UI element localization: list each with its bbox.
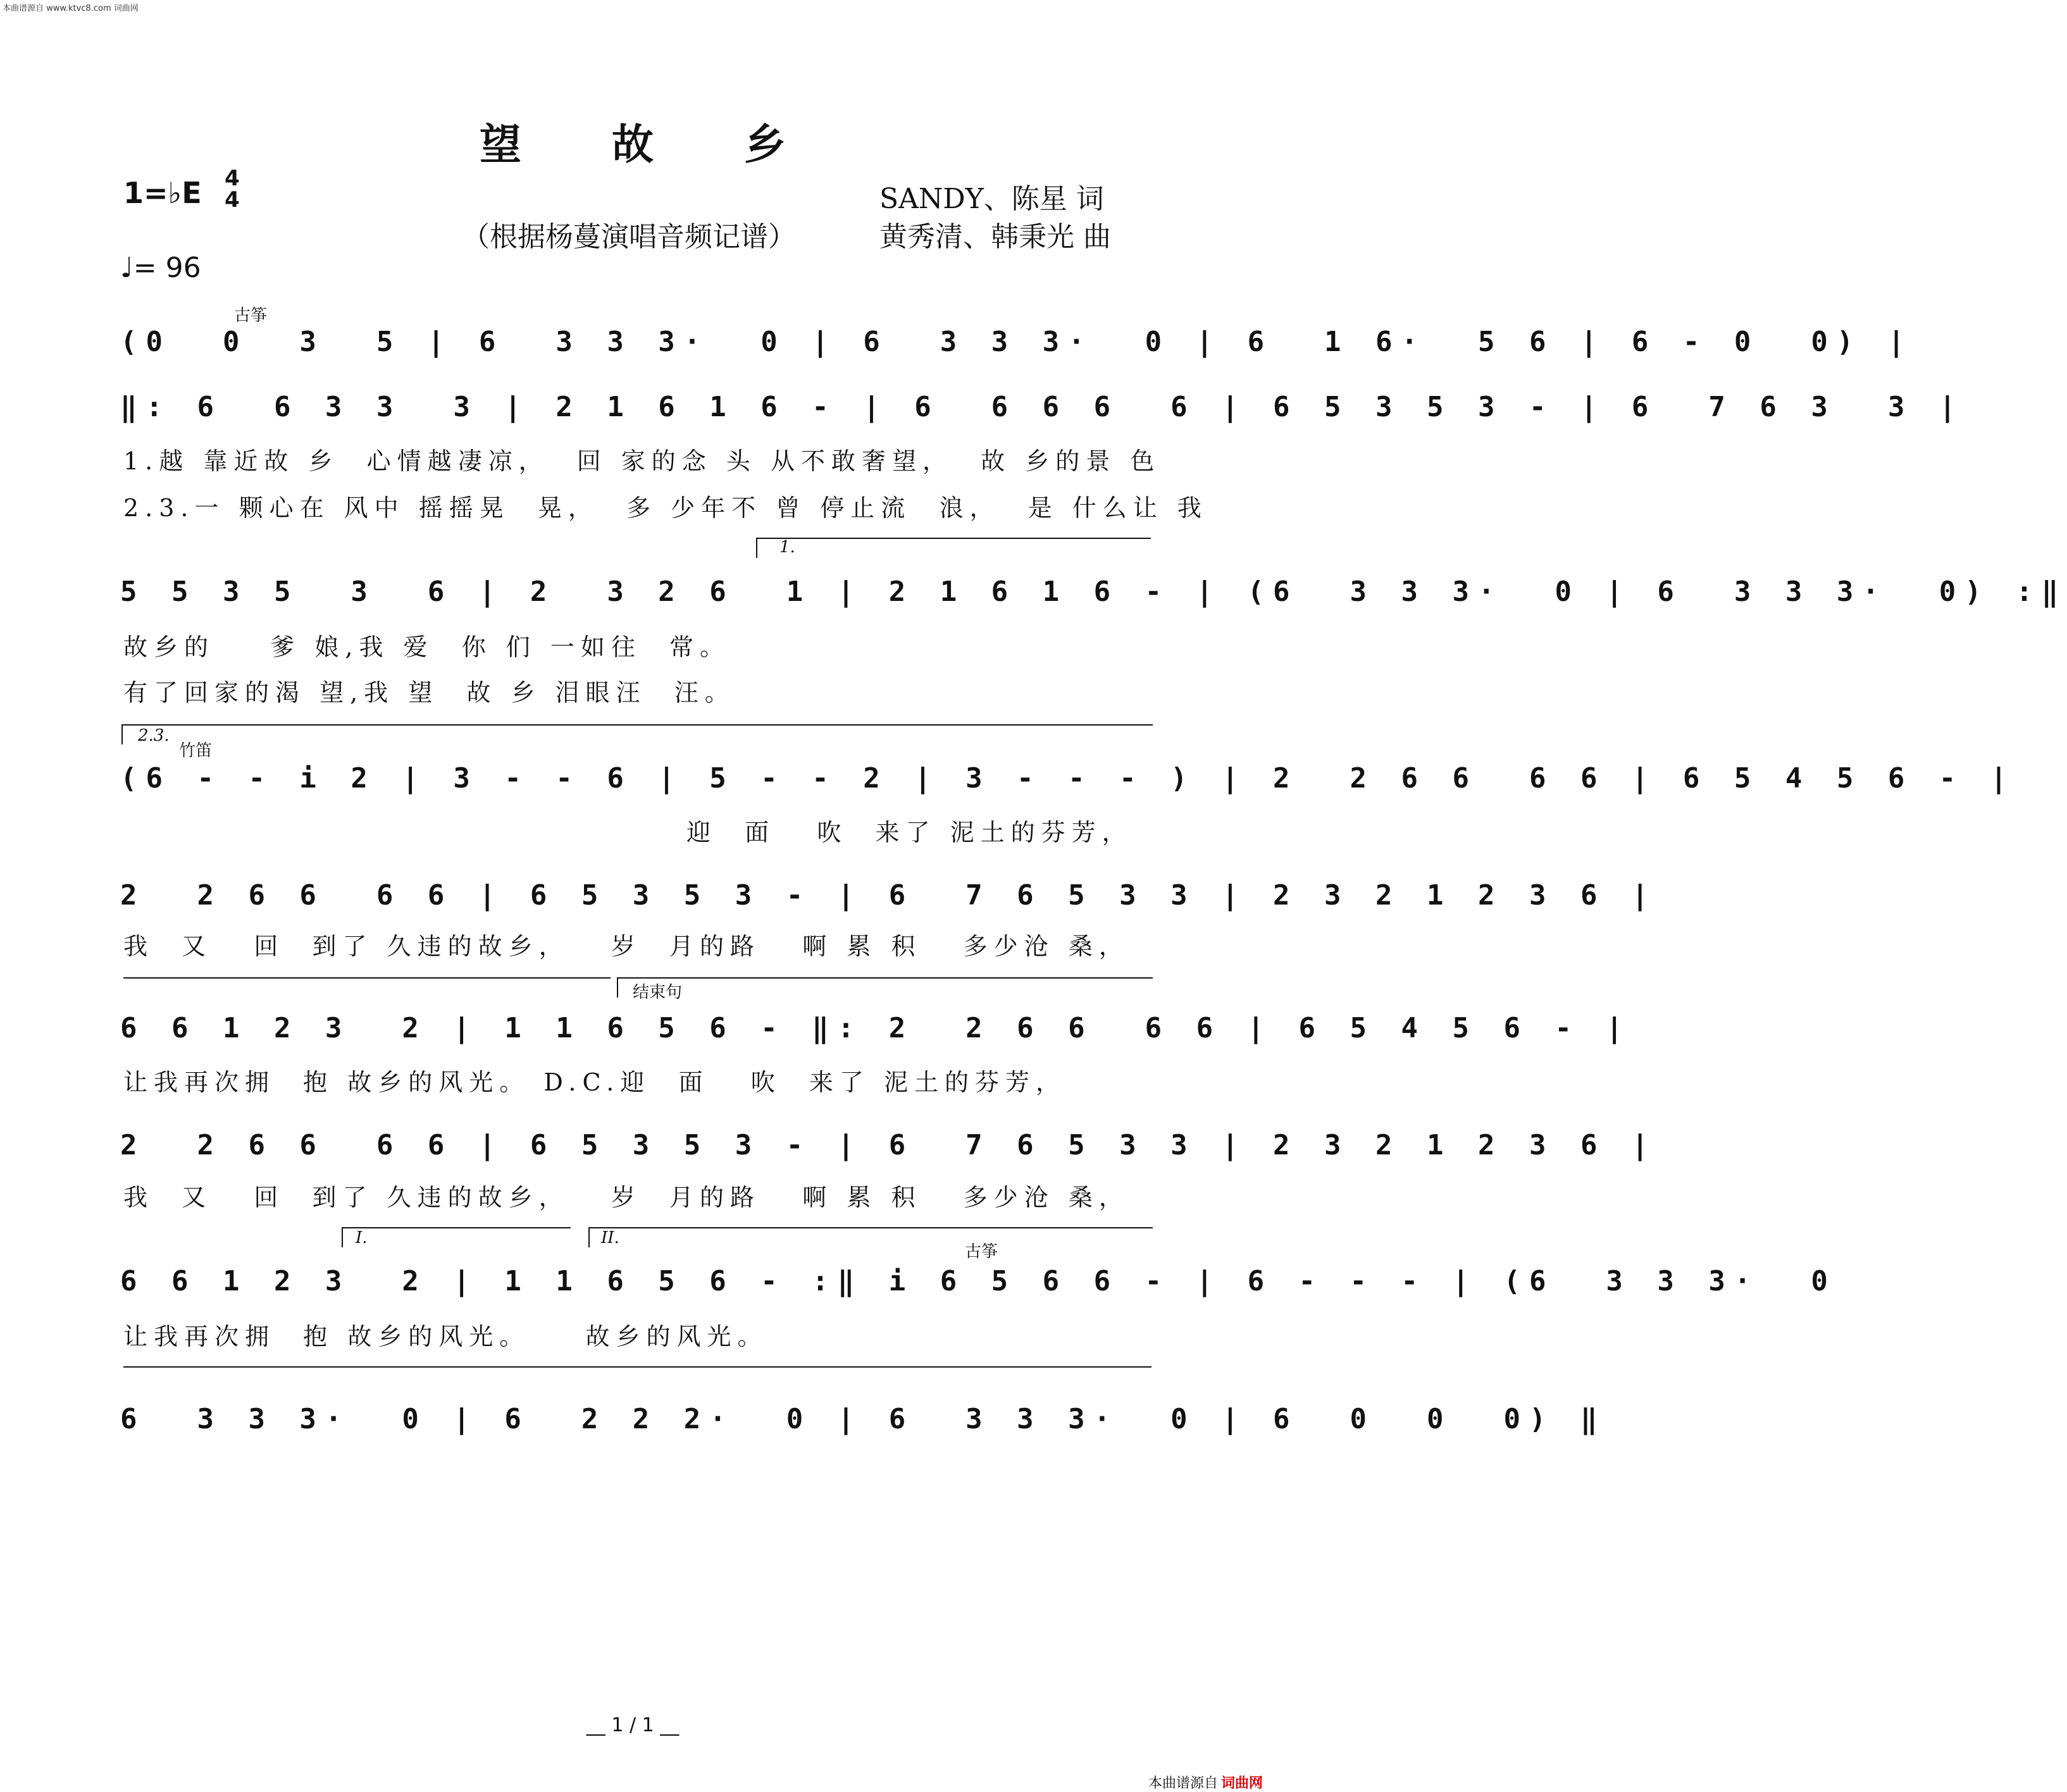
music-line-6: 6 6 1 2 3 2 | 1 1 6 5 6 - ‖: 2 2 6 6 6 6 | 6 5 4 5 6 - | xyxy=(120,1012,1632,1044)
volta-II-label: II. xyxy=(601,1228,619,1247)
music-line-1: (0 0 3 5 | 6 3 3 3· 0 | 6 3 3 3· 0 | 6 1 6· 5 6 | 6 - 0 0) | xyxy=(120,326,1914,358)
bottom-watermark-left: 本曲谱源自 xyxy=(1148,1776,1219,1791)
lyric-line-5: 迎 面 吹 来了 泥土的芬芳， xyxy=(686,819,1133,846)
music-line-9: 6 3 3 3· 0 | 6 2 2 2· 0 | 6 3 3 3· 0 | 6 0 0 0) ‖ xyxy=(120,1403,1606,1435)
music-line-2: ‖: 6 6 3 3 3 | 2 1 6 1 6 - | 6 6 6 6 6 | 6 5 3 5 3 - | 6 7 6 3 3 | xyxy=(120,391,1965,423)
guzheng-label: 古筝 xyxy=(234,306,268,325)
lyric-line-3: 故乡的 爹 娘,我 爱 你 们 一如往 常。 xyxy=(123,633,731,661)
music-line-3: 5 5 3 5 3 6 | 2 3 2 6 1 | 2 1 6 1 6 - | (6 3 3 3· 0 | 6 3 3 3· 0) :‖ xyxy=(120,576,2067,608)
source-note: （根据杨蔓演唱音频记谱） xyxy=(462,221,796,253)
bottom-watermark-right: 词曲网 xyxy=(1221,1776,1263,1791)
lyric-line-4: 有了回家的渴 望,我 望 故 乡 泪眼汪 汪。 xyxy=(123,679,735,707)
ending-label: 结束句 xyxy=(633,983,683,1002)
time-sig-bottom: 4 xyxy=(225,187,240,213)
volta-23-bracket xyxy=(121,724,1153,745)
page-number: __ 1 / 1 __ xyxy=(586,1714,680,1736)
music-line-7: 2 2 6 6 6 6 | 6 5 3 5 3 - | 6 7 6 5 3 3 | 2 3 2 1 2 3 6 | xyxy=(120,1129,1658,1161)
volta-1-bracket xyxy=(756,538,1151,558)
key-signature: 1=♭E xyxy=(123,176,202,210)
guzheng-label-2: 古筝 xyxy=(965,1242,998,1261)
system-6-rule xyxy=(123,977,611,979)
music-line-4: (6 - - i 2 | 3 - - 6 | 5 - - 2 | 3 - - - ) | 2 2 6 6 6 6 | 6 5 4 5 6 - | xyxy=(120,762,2016,794)
time-signature xyxy=(225,168,240,211)
top-watermark: 本曲谱源自 www.ktvc8.com 词曲网 xyxy=(3,4,139,13)
lyric-line-8: 我 又 回 到了 久违的故乡， 岁 月的路 啊 累 积 多少沧 桑， xyxy=(123,1183,1129,1211)
music-line-5: 2 2 6 6 6 6 | 6 5 3 5 3 - | 6 7 6 5 3 3 | 2 3 2 1 2 3 6 | xyxy=(120,879,1658,911)
volta-1-label: 1. xyxy=(779,538,795,557)
volta-23-label: 2.3. xyxy=(138,726,170,745)
tempo: ♩= 96 xyxy=(120,252,201,284)
volta-II-bracket xyxy=(588,1227,1153,1247)
volta-I-label: I. xyxy=(356,1228,368,1247)
volta-I-bracket xyxy=(342,1227,571,1247)
composer: 黄秀清、韩秉光 曲 xyxy=(879,221,1111,253)
dizi-label: 竹笛 xyxy=(179,741,213,760)
lyric-line-2: 2.3.一 颗心在 风中 摇摇晃 晃， 多 少年不 曾 停止流 浪， 是 什么让 我 xyxy=(123,494,1208,522)
lyric-line-7: 让我再次拥 抱 故乡的风光。 D.C.迎 面 吹 来了 泥土的芬芳， xyxy=(123,1068,1066,1096)
system-9-rule xyxy=(123,1366,1151,1368)
ending-bracket xyxy=(617,977,1153,998)
lyricist: SANDY、陈星 词 xyxy=(879,183,1104,215)
lyric-line-1: 1.越 靠近故 乡 心情越凄凉， 回 家的念 头 从不敢奢望， 故 乡的景 色 xyxy=(123,447,1161,475)
time-sig-top: 4 xyxy=(225,166,240,191)
music-line-8: 6 6 1 2 3 2 | 1 1 6 5 6 - :‖ i 6 5 6 6 - | 6 - - - | (6 3 3 3· 0 xyxy=(120,1265,1837,1297)
song-title: 望 故 乡 xyxy=(480,120,824,169)
lyric-line-9: 让我再次拥 抱 故乡的风光。 故乡的风光。 xyxy=(123,1323,768,1350)
lyric-line-6: 我 又 回 到了 久违的故乡， 岁 月的路 啊 累 积 多少沧 桑， xyxy=(123,932,1129,960)
